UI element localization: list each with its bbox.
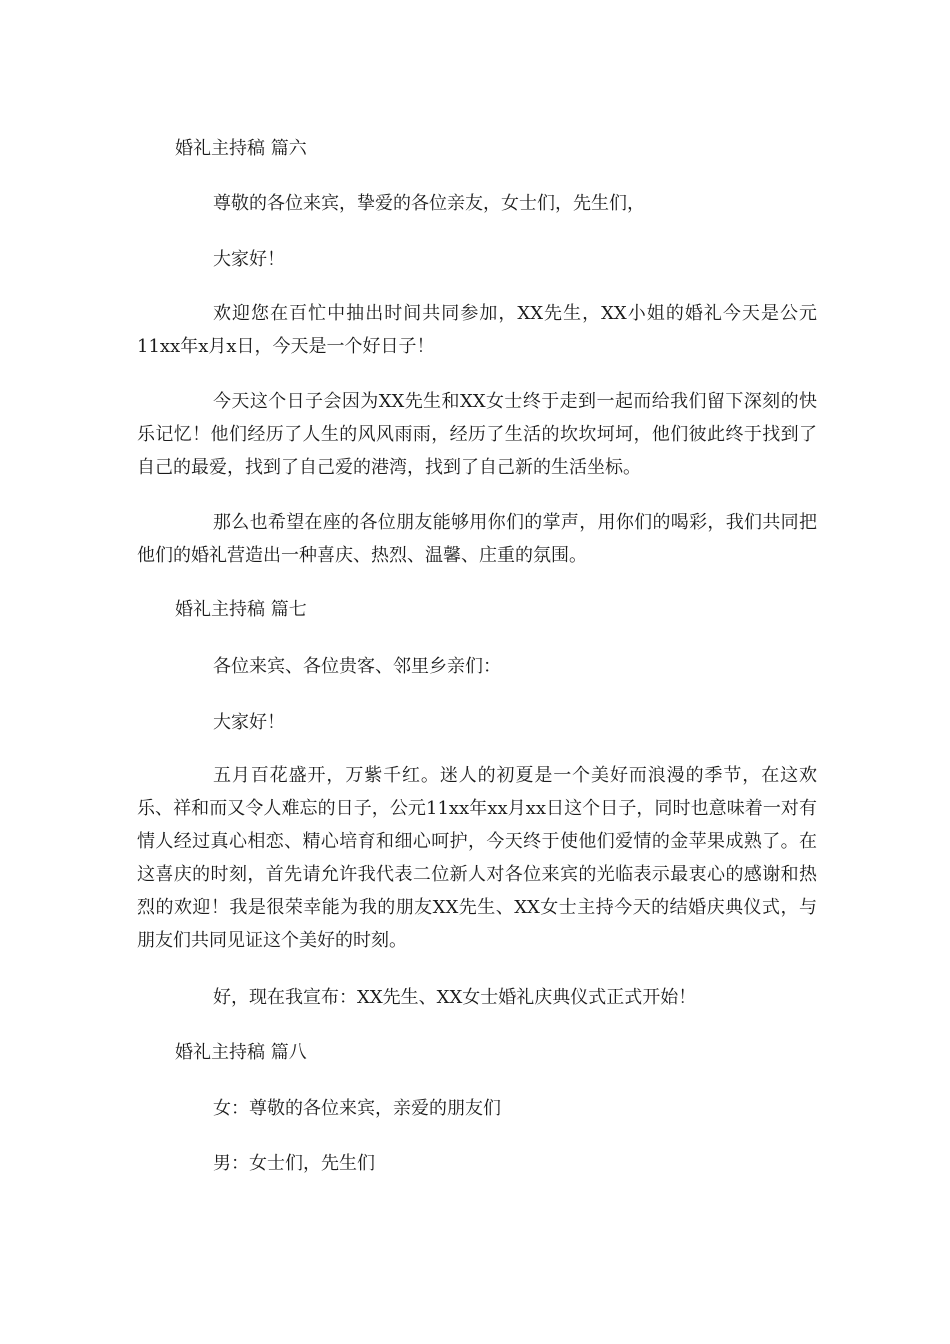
closing-line: 好，现在我宣布：XX先生、XX女士婚礼庆典仪式正式开始！	[213, 987, 697, 1008]
hello-line: 大家好！	[213, 712, 285, 733]
section-heading-8: 婚礼主持稿 篇八	[175, 1042, 307, 1063]
section-heading-7: 婚礼主持稿 篇七	[175, 599, 307, 620]
dialogue-line-male: 男：女士们，先生们	[213, 1153, 375, 1174]
dialogue-line-female: 女：尊敬的各位来宾，亲爱的朋友们	[213, 1098, 501, 1119]
paragraph: 五月百花盛开，万紫千红。迷人的初夏是一个美好而浪漫的季节，在这欢乐、祥和而又令人难忘的日子，公元11xx年xx月xx日这个日子，同时也意味着一对有情人经过真心相恋、精心培育和细心呵护，今天终于使他们爱情的金苹果成熟了。在这喜庆的时刻，首先请允许我代表二位新人对各位来宾的光临表示最衷心的感谢和热烈的欢迎！我是很荣幸能为我的朋友XX先生、XX女士主持今天的结婚庆典仪式，与朋友们共同见证这个美好的时刻。	[137, 765, 817, 951]
hello-line: 大家好！	[213, 249, 285, 270]
paragraph: 今天这个日子会因为XX先生和XX女士终于走到一起而给我们留下深刻的快乐记忆！他们经历了人生的风风雨雨，经历了生活的坎坎坷坷，他们彼此终于找到了自己的最爱，找到了自己爱的港湾，找到了自己新的生活坐标。	[137, 391, 817, 478]
paragraph: 欢迎您在百忙中抽出时间共同参加，XX先生，XX小姐的婚礼今天是公元11xx年x月x日，今天是一个好日子！	[137, 303, 817, 357]
greeting-line: 尊敬的各位来宾，挚爱的各位亲友，女士们，先生们，	[213, 193, 645, 214]
paragraph: 那么也希望在座的各位朋友能够用你们的掌声，用你们的喝彩，我们共同把他们的婚礼营造出一种喜庆、热烈、温馨、庄重的氛围。	[137, 512, 817, 566]
section-heading-6: 婚礼主持稿 篇六	[175, 138, 307, 159]
greeting-line: 各位来宾、各位贵客、邻里乡亲们：	[213, 656, 501, 677]
